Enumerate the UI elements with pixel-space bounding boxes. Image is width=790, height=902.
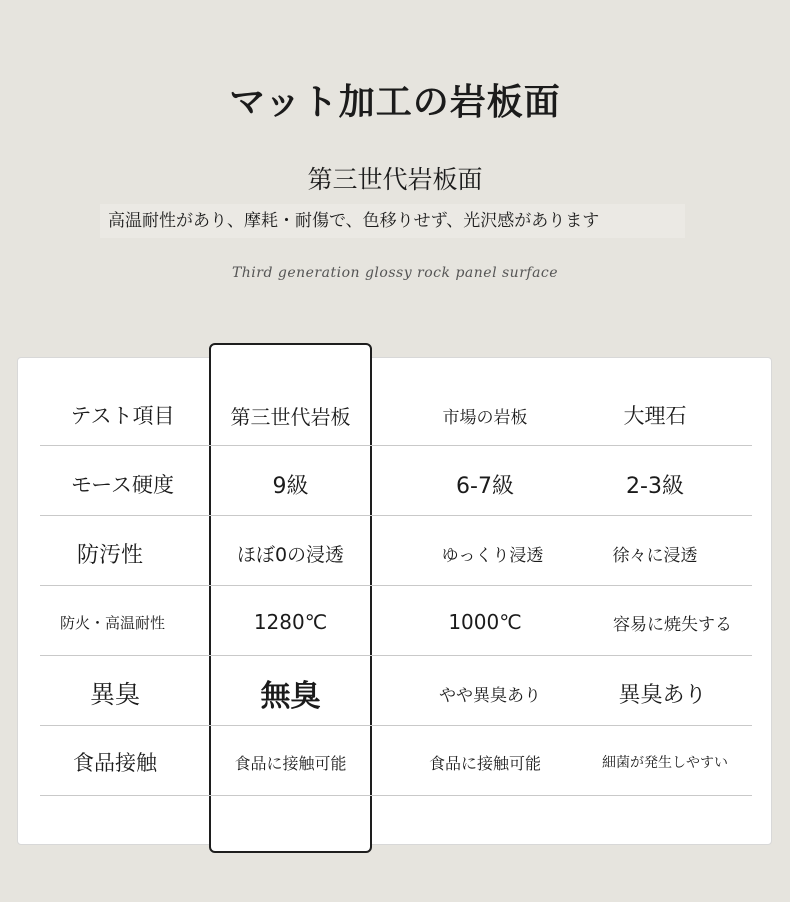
- description-banner: 高温耐性があり、摩耗・耐傷で、色移りせず、光沢感があります: [100, 204, 685, 238]
- table-cell: モース硬度: [70, 473, 175, 497]
- table-cell: 無臭: [260, 679, 321, 714]
- table-cell: 食品に接触可能: [234, 753, 347, 773]
- table-cell: 細菌が発生しやすい: [602, 755, 728, 771]
- table-cell: 容易に焼失する: [613, 614, 732, 635]
- table-cell: 市場の岩板: [442, 407, 528, 428]
- table-cell: 9級: [272, 473, 309, 499]
- table-cell: 異臭: [89, 680, 140, 709]
- section-subtitle: 第三世代岩板面: [307, 165, 483, 194]
- table-cell: 大理石: [623, 404, 687, 428]
- english-subtitle: Third generation glossy rock panel surface: [231, 265, 559, 281]
- table-cell: 第三世代岩板: [230, 404, 351, 429]
- table-cell: 1280℃: [253, 610, 328, 634]
- table-cell: ゆっくり浸透: [441, 545, 544, 566]
- table-cell: テスト項目: [70, 404, 175, 428]
- table-cell: ほぼ0の浸透: [236, 543, 345, 566]
- page-title: マット加工の岩板面: [229, 82, 561, 123]
- table-cell: 食品に接触可能: [428, 753, 541, 773]
- table-cell: 防汚性: [76, 542, 143, 568]
- table-cell: 6-7級: [456, 473, 514, 499]
- table-cell: 徐々に浸透: [612, 545, 698, 566]
- table-cell: やや異臭あり: [439, 685, 541, 706]
- table-cell: 1000℃: [448, 610, 522, 634]
- table-cell: 異臭あり: [618, 682, 707, 708]
- table-cell: 防火・高温耐性: [59, 613, 165, 632]
- table-cell: 食品接触: [73, 751, 157, 775]
- table-cell: 2-3級: [626, 473, 684, 499]
